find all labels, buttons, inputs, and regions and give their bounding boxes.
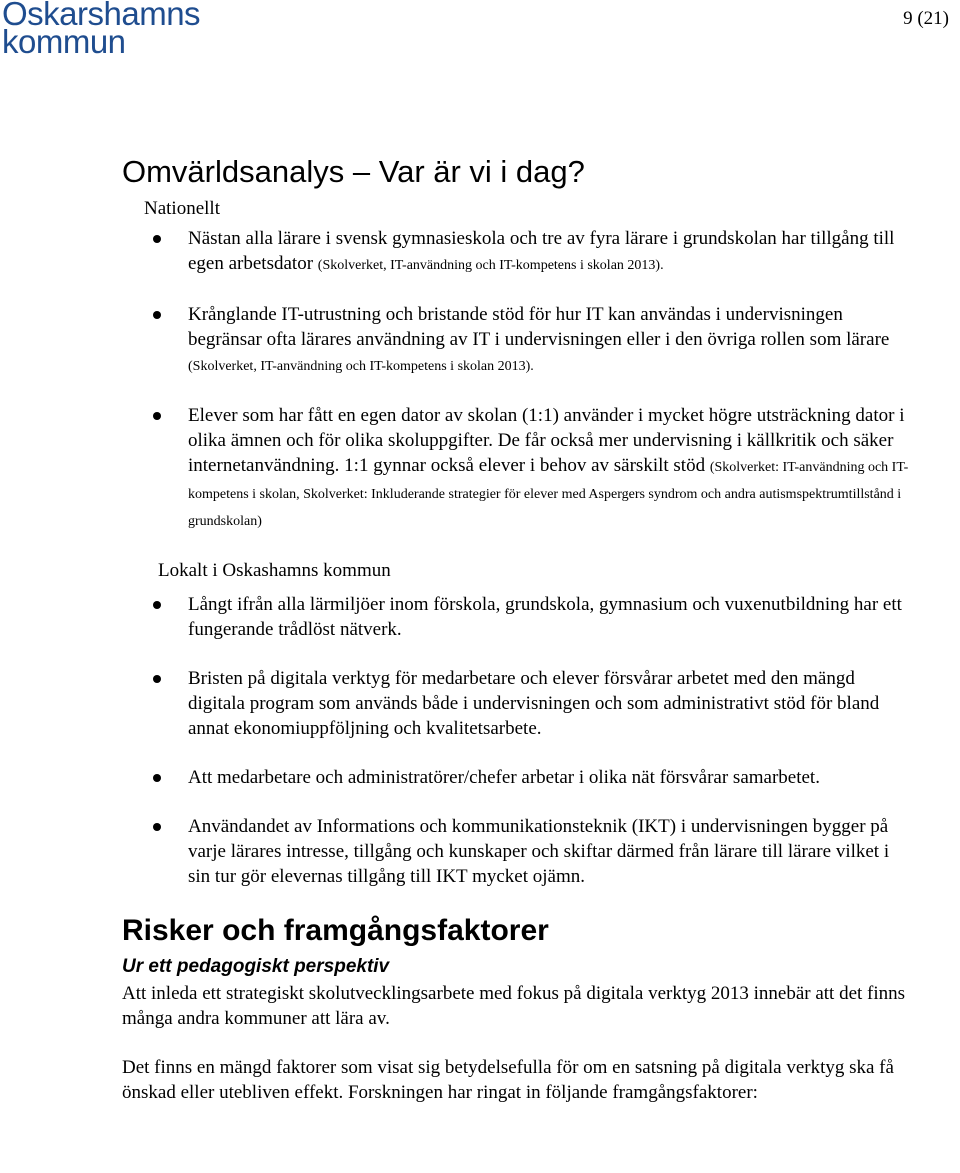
page-number: 9 (21) (903, 8, 949, 29)
list-item (122, 403, 912, 534)
local-label: Lokalt i Oskashamns kommun (158, 560, 391, 581)
paragraph: Det finns en mängd faktorer som visat sig betydelsefulla för om en satsning på digitala verktyg ska få önskad eller utebliven effekt. Forskningen har ringat in följande framgångsfaktorer: (122, 1057, 894, 1103)
national-label: Nationellt (144, 198, 220, 219)
national-list (122, 226, 912, 534)
subsection-title: Ur ett pedagogiskt perspektiv (122, 956, 390, 977)
logo-line-1: Oskarshamns (2, 0, 201, 32)
municipality-logo (2, 0, 201, 60)
document-body (122, 152, 912, 1129)
section-title-risker: Risker och framgångsfaktorer (122, 914, 549, 947)
list-item: Bristen på digitala verktyg för medarbetare och elever försvårar arbetet med den mängd digitala program som används både i undervisningen och som administrativt stöd för bland annat ekonomiuppföljning och kvalitetsarbete. (122, 666, 912, 741)
reference: (Skolverket: IT-användning och IT-kompetens i skolan, Skolverket: Inkluderande strategier för elever med Aspergers syndrom och andra autismspektrumtillstånd i grundskolan) (188, 460, 909, 529)
reference: (Skolverket, IT-användning och IT-kompetens i skolan 2013). (317, 258, 664, 273)
list-item-text: Krånglande IT-utrustning och bristande stöd för hur IT kan användas i undervisningen begränsar ofta lärares användning av IT i undervisningen eller i den övriga rollen som lärare (188, 304, 890, 350)
list-item: Användandet av Informations och kommunikationsteknik (IKT) i undervisningen bygger på varje lärares intresse, tillgång och kunskaper och skiftar därmed från lärare till lärare vilket i sin tur gör elevernas tillgång till IKT mycket ojämn. (122, 814, 912, 889)
list-item-text: Elever som har fått en egen dator av skolan (1:1) använder i mycket högre utsträckning dator i olika ämnen och för olika skoluppgifter. De får också mer undervisning i källkritik och säker internetanvändning. 1:1 gynnar också elever i behov av särskilt stöd (188, 405, 905, 476)
list-item: Långt ifrån alla lärmiljöer inom förskola, grundskola, gymnasium och vuxenutbildning har ett fungerande trådlöst nätverk. (122, 592, 912, 642)
list-item-text: Nästan alla lärare i svensk gymnasieskola och tre av fyra lärare i grundskolan har tillgång till egen arbetsdator (188, 228, 895, 274)
logo-line-2: kommun (2, 23, 126, 60)
list-item (122, 226, 912, 278)
list-item (122, 302, 912, 379)
reference: (Skolverket, IT-användning och IT-kompetens i skolan 2013). (188, 359, 534, 374)
list-item: Att medarbetare och administratörer/chefer arbetar i olika nät försvårar samarbetet. (122, 765, 912, 790)
section-title-omvarldsanalys: Omvärldsanalys – Var är vi i dag? (122, 154, 585, 189)
paragraph: Att inleda ett strategiskt skolutvecklingsarbete med fokus på digitala verktyg 2013 innebär att det finns många andra kommuner att lära av. (122, 983, 906, 1029)
local-list (122, 592, 912, 889)
